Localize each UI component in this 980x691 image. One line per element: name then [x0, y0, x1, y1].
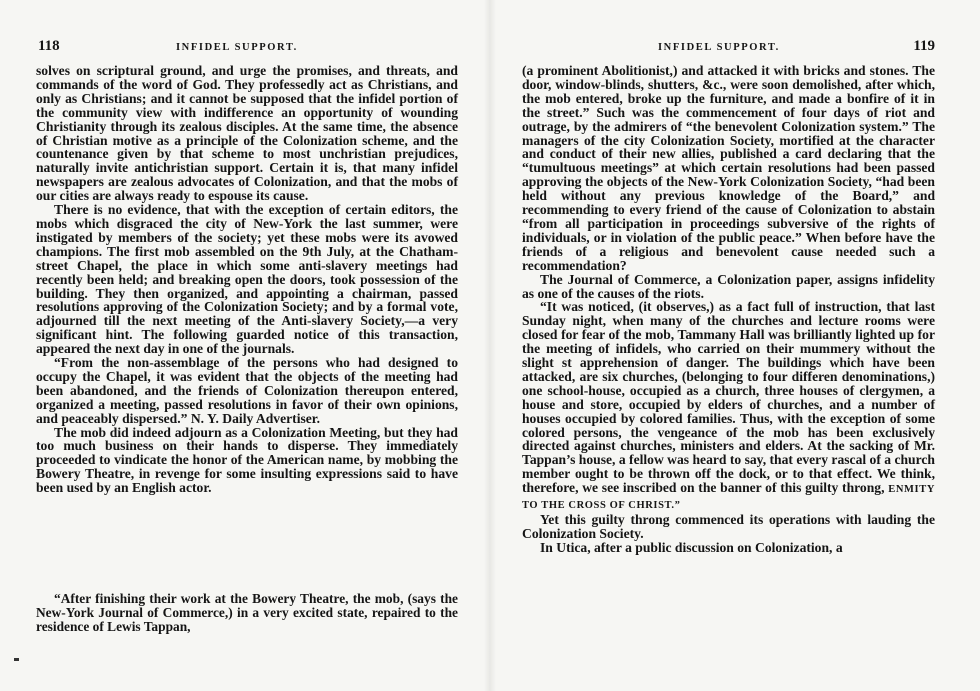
page-number: 118: [38, 38, 60, 54]
running-head: INFIDEL SUPPORT.: [658, 42, 780, 53]
paragraph: Yet this guilty throng commenced its operations with lauding the Colonization Society.: [522, 512, 935, 541]
scan-speck: [14, 658, 19, 661]
paragraph: solves on scriptural ground, and urge the promises, and threats, and commands of the word of God. They professedly act as Christians, and only as Christians; and it cannot be supposed that the infidel portion of the community view with indifference an opportunity of wounding Christianity through its zealous disciples. At the same time, the absence of Christian motive as a principle of the Colonization scheme, and the countenance given by that scheme to most unchristian prejudices, naturally invite antichristian support. Certain it is, that many infidel newspapers are zealous advocates of Colonization, and that the mobs of our cities are always ready to espouse its cause.: [36, 63, 458, 204]
quotation: “From the non-assemblage of the persons who had designed to occupy the Chapel, it was evident that the objects of the meeting had been abandoned, and the friends of Colonization thereupon entered, organized a meeting, passed resolutions in favor of their own opinions, and peaceably dispersed.” N. Y. Daily Advertiser.: [36, 355, 458, 426]
paragraph: “After finishing their work at the Bowery Theatre, the mob, (says the New-York Journal of Commerce,) in a very excited state, repaired to the residence of Lewis Tappan,: [36, 591, 458, 634]
paragraph: There is no evidence, that with the exception of certain editors, the mobs which disgraced the city of New-York the last summer, were instigated by members of the society; yet these mobs were its avowed champions. The first mob assembled on the 9th July, at the Chatham-street Chapel, the place in which some anti-slavery meetings had recently been held; and breaking open the doors, took possession of the building. They then organized, and appointing a chairman, passed resolutions approving of the Colonization Society; and by a formal vote, adjourned till the next meeting of the Anti-slavery Society,—a very significant hint. The following guarded notice of this transaction, appeared the next day in one of the journals.: [36, 202, 458, 357]
right-page-header: [520, 38, 935, 60]
left-page-body: [36, 64, 458, 495]
quotation-continued: [36, 592, 458, 634]
quotation: [522, 300, 935, 513]
paragraph: The Journal of Commerce, a Colonization paper, assigns infidelity as one of the causes of the riots.: [522, 271, 935, 301]
paragraph: (a prominent Abolitionist,) and attacked it with bricks and stones. The door, window-blinds, shutters, &c., were soon demolished, after which, the mob entered, broke up the furniture, and made a bonfire of it in the street.” Such was the commencement of four days of riot and outrage, by the admirers of “the benevolent Colonization system.” The managers of the city Colonization Society, mortified at the character and conduct of their new allies, published a card declaring that the “tumultuous meetings” at which certain resolutions had been passed approving the objects of the New-York Colonization Society, “had been held without any previous knowledge of the Board,” and recommending to every friend of the cause of Colonization to abstain “from all participation in proceedings subversive of the rights of individuals, or in violation of the public peace.” When before have the friends of a religious and benevolent cause needed such a recommendation?: [522, 63, 935, 273]
right-page-body: [522, 64, 935, 555]
quotation-text: “It was noticed, (it observes,) as a fact full of instruction, that last Sunday night, when many of the churches and lecture rooms were closed for fear of the mob, Tammany Hall was brilliantly lighted up for the meeting of infidels, who carried on their mummery without the slight st apprehension of danger. The buildings which have been attacked, are six churches, (belonging to four differen denominations,) one school-house, occupied as a church, three houses of clergymen, a house and store, occupied by elders of churches, and a number of houses occupied by colored families. Thus, with the exception of some colored persons, the vengeance of the mob has been exclusively directed against churches, ministers and elders. At the sacking of Mr. Tappan’s house, a fellow was heard to say, that every rascal of a church member ought to be thrown off the dock, or to that effect. We think, therefore, we see inscribed on the banner of this guilty throng,: [522, 299, 935, 496]
small-caps-phrase: ENMITY TO THE CROSS OF CHRIST.”: [522, 484, 936, 512]
page-number: 119: [913, 38, 935, 54]
paragraph: In Utica, after a public discussion on Colonization, a: [540, 539, 843, 555]
paragraph: The mob did indeed adjourn as a Colonization Meeting, but they had too much business on their hands to disperse. They immediately proceeded to vindicate the honor of the American name, by mobbing the Bowery Theatre, in revenge for some insulting expressions said to have been used by an English actor.: [36, 424, 458, 496]
running-head: INFIDEL SUPPORT.: [176, 42, 298, 53]
right-page: [490, 0, 980, 691]
left-page-header: [38, 38, 458, 60]
